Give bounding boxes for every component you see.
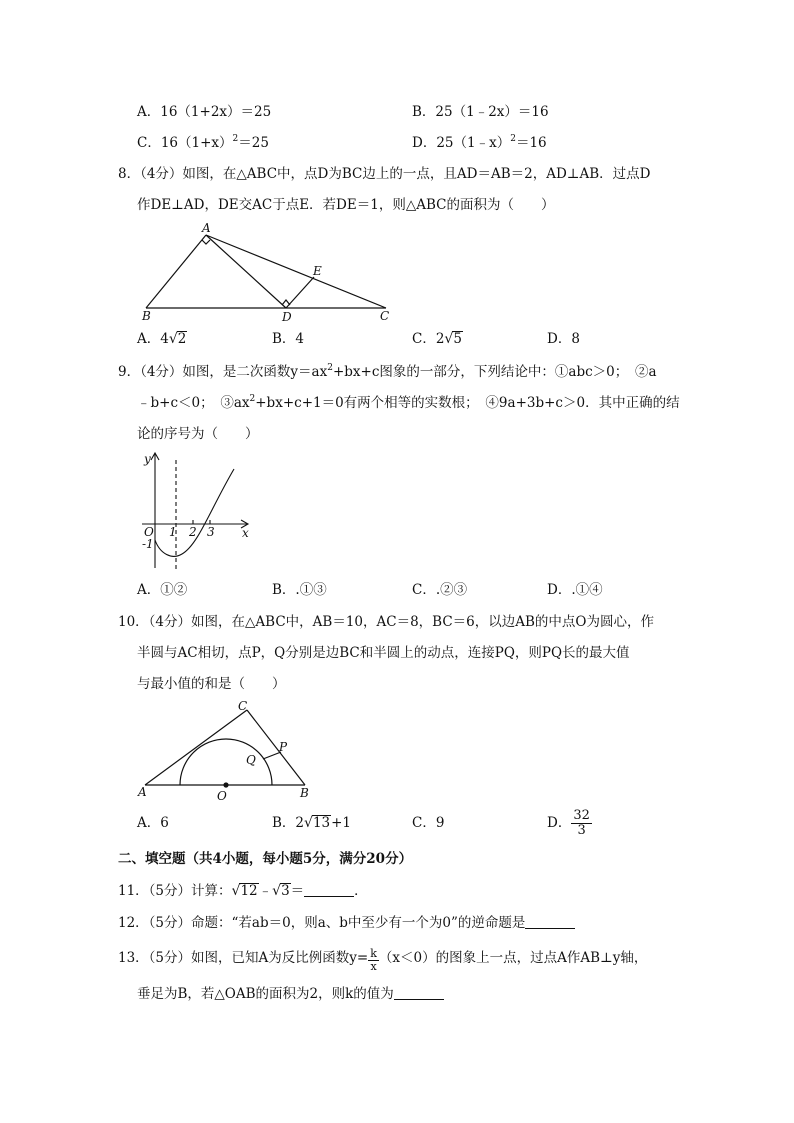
q8-label-a: A xyxy=(202,221,211,235)
q9-tick-1: 1 xyxy=(169,525,177,539)
q9-option-b: B．.①③ xyxy=(272,582,327,598)
q9-stem-line2: ﹣b+c＜0； $③ax^2+bx+c+1=0$有两个相等的实数根； ④9a+3b+c＞0．其中正确的结 xyxy=(137,394,680,411)
q10-stem-line3: 与最小值的和是（ ） xyxy=(137,676,286,692)
q10-stem-line2: 半圆与AC相切，点P，Q分别是边BC和半圆上的动点，连接PQ，则PQ长的最大值 xyxy=(137,645,630,661)
q10-center-point xyxy=(223,782,228,787)
q12-stem: 12．（5分）命题：“若ab＝0，则a、b中至少有一个为0”的逆命题是 xyxy=(118,913,575,933)
q10-semicircle-figure xyxy=(138,698,318,808)
q9-stem-line1: 9．（4分）如图，是二次函数$y=ax^2+bx+c$图象的一部分，下列结论中：①abc＞0； ②a xyxy=(118,363,657,380)
q10-option-c: C．9 xyxy=(412,815,445,831)
q8-label-d: D xyxy=(282,310,292,324)
q7-option-a: A．16（1+2x）＝25 xyxy=(137,104,272,120)
q9-tick-3: 3 xyxy=(207,525,215,539)
section-title-fill-in: 二、填空题（共4小题，每小题5分，满分20分） xyxy=(118,851,413,867)
q10-label-a: A xyxy=(138,785,147,799)
q13-answer-blank[interactable] xyxy=(394,985,444,1000)
q8-label-e: E xyxy=(313,264,322,278)
q10-label-c: C xyxy=(238,699,248,713)
q7-option-b: B．25（1﹣2x）＝16 xyxy=(412,104,549,120)
q8-label-b: B xyxy=(142,309,151,323)
q10-option-b: B．2√13+1 xyxy=(272,815,352,831)
q9-tick-neg1: -1 xyxy=(142,537,154,551)
q8-triangle-figure xyxy=(140,222,400,322)
q8-option-a: A．4√2 xyxy=(137,331,187,347)
q9-stem-line3: 论的序号为（ ） xyxy=(137,426,259,442)
q11-answer-blank[interactable] xyxy=(304,882,354,897)
q8-option-b: B．4 xyxy=(272,331,305,347)
q8-option-d: D．8 xyxy=(547,331,580,347)
q10-label-o: O xyxy=(217,789,227,803)
q10-option-d: D． $\frac{32}{3}$ xyxy=(547,808,590,838)
q13-stem-line1: 13．（5分）如图，已知A为反比例函数y= $\frac{k}{x}$ （x＜0）的图象上一点，过点A作AB⊥y轴， xyxy=(118,947,648,973)
q7-option-d: D．25（1﹣x）$^2$＝16 xyxy=(412,134,547,151)
q9-axis-x-label: x xyxy=(242,526,249,540)
q9-origin-label: O xyxy=(144,525,154,539)
q10-stem-line1: 10．（4分）如图，在△ABC中，AB＝10，AC＝8，BC＝6，以边AB的中点O为圆心，作 xyxy=(118,614,654,630)
q10-label-q: Q xyxy=(246,753,256,767)
q9-tick-2: 2 xyxy=(189,525,197,539)
q9-option-d: D．.①④ xyxy=(547,582,603,598)
q12-answer-blank[interactable] xyxy=(525,914,575,929)
q13-stem-line2: 垂足为B，若△OAB的面积为2，则k的值为 xyxy=(137,984,444,1004)
q8-stem-line1: 8．（4分）如图，在△ABC中，点D为BC边上的一点，且AD＝AB＝2，AD⊥AB．过点D xyxy=(118,166,651,182)
q8-option-c: C．2√5 xyxy=(412,331,462,347)
q11-stem: 11．（5分）计算：√12﹣√3＝ ． xyxy=(118,883,368,899)
q8-stem-line2: 作DE⊥AD，DE交AC于点E．若DE＝1，则△ABC的面积为（ ） xyxy=(137,197,555,213)
q9-parabola-graph xyxy=(138,450,258,575)
q7-option-c: C．$16(1+x)^2=25$ xyxy=(137,134,269,151)
q10-option-a: A．6 xyxy=(137,815,169,831)
q9-axis-y-label: y xyxy=(144,452,151,466)
q9-option-a: A．①② xyxy=(137,582,188,598)
q10-label-b: B xyxy=(300,786,309,800)
q10-label-p: P xyxy=(279,740,288,754)
q9-option-c: C．.②③ xyxy=(412,582,468,598)
q8-label-c: C xyxy=(380,309,390,323)
